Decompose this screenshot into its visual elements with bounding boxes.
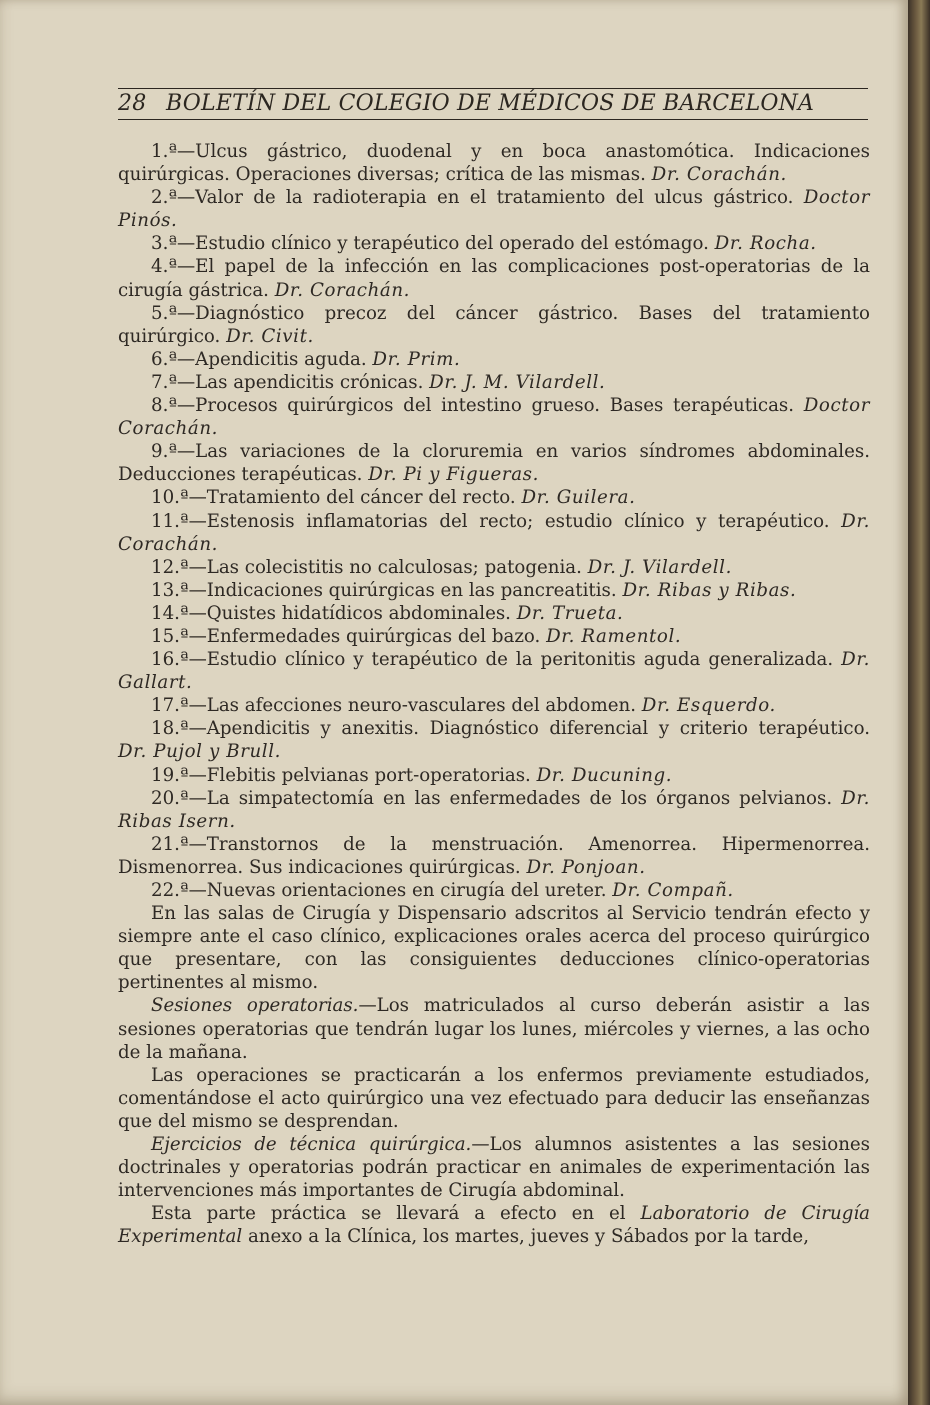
item-text: 12.ª—Las colecistitis no calculosas; patogenia. (151, 556, 588, 578)
ejercicios-text: —Los alumnos asistentes a las sesiones doctrinales y operatorias podrán practicar en animales de experimentación las intervenciones más importantes de Cirugía abdominal. (118, 1134, 871, 1202)
practica-text-b: anexo a la Clínica, los martes, jueves y Sábados por la tarde, (242, 1226, 809, 1248)
list-item (118, 232, 870, 255)
list-item (118, 694, 870, 717)
list-item (118, 879, 870, 902)
paragraph-ejercicios (118, 1133, 870, 1202)
item-text: 6.ª—Apendicitis aguda. (151, 348, 373, 370)
item-author: Dr. Ribas Isern. (118, 787, 870, 832)
item-author: Dr. Prim. (372, 348, 461, 370)
list-item (118, 764, 870, 787)
list-item (118, 255, 870, 301)
item-text: 19.ª—Flebitis pelvianas port-operatorias. (151, 764, 537, 786)
item-text: 8.ª—Procesos quirúrgicos del intestino grueso. Bases terapéuticas. (151, 395, 804, 417)
item-author: Doctor Pinós. (118, 187, 870, 232)
item-author: Dr. Guilera. (521, 487, 636, 509)
running-header (118, 88, 868, 120)
item-text: 11.ª—Estenosis inflamatorias del recto; estudio clínico y terapéutico. (151, 510, 842, 532)
body-text (118, 140, 870, 1249)
list-item (118, 186, 870, 232)
item-author: Dr. Pujol y Brull. (118, 741, 282, 763)
list-item (118, 648, 870, 694)
item-author: Dr. Compañ. (612, 880, 734, 901)
list-item (118, 787, 870, 833)
item-text: 10.ª—Tratamiento del cáncer del recto. (151, 487, 522, 509)
item-author: Dr. J. M. Vilardell. (429, 371, 606, 393)
item-author: Dr. Ducuning. (536, 764, 673, 786)
paragraph-operaciones: Las operaciones se practicarán a los enfermos previamente estudiados, comentándose el acto quirúrgico una vez efectuado para deducir las enseñanzas que del mismo se desprendan. (118, 1064, 870, 1132)
list-item (118, 625, 870, 648)
item-text: 5.ª—Diagnóstico precoz del cáncer gástrico. Bases del tratamiento quirúrgico. (118, 302, 870, 347)
list-item (118, 440, 870, 486)
item-author: Dr. Corachán. (118, 510, 870, 555)
item-author: Dr. Corachán. (274, 279, 411, 301)
item-text: 1.ª—Ulcus gástrico, duodenal y en boca anastomótica. Indicaciones quirúrgicas. Operaciones diversas; crítica de las mismas. (118, 141, 870, 186)
item-author: Dr. J. Vilardell. (587, 556, 732, 578)
item-text: 3.ª—Estudio clínico y terapéutico del operado del estómago. (151, 233, 715, 255)
paragraph-practica (118, 1202, 870, 1248)
item-text: 20.ª—La simpatectomía en las enfermedades de los órganos pelvianos. (151, 787, 842, 809)
page-number: 28 (118, 91, 147, 116)
laboratorio-name: Laboratorio de Cirugía Experimental (118, 1203, 870, 1248)
paragraph-sesiones (118, 994, 870, 1063)
practica-text-a: Esta parte práctica se llevará a efecto en el (151, 1203, 641, 1225)
sesiones-text: —Los matriculados al curso deberán asistir a las sesiones operatorias que tendrán lugar los lunes, miércoles y viernes, a las ocho de la mañana. (118, 995, 870, 1063)
item-text: 18.ª—Apendicitis y anexitis. Diagnóstico diferencial y criterio terapéutico. (151, 718, 870, 740)
item-author: Dr. Civit. (226, 325, 314, 347)
list-item (118, 348, 870, 371)
item-author: Dr. Trueta. (516, 602, 624, 624)
item-text: 9.ª—Las variaciones de la cloruremia en varios síndromes abdominales. Deducciones terapéuticas. (118, 441, 870, 486)
list-item (118, 140, 870, 186)
item-text: 4.ª—El papel de la infección en las complicaciones post-operatorias de la cirugía gástrica. (118, 256, 870, 301)
item-author: Doctor Corachán. (118, 395, 870, 440)
lecture-list (118, 140, 870, 902)
list-item (118, 302, 870, 348)
list-item (118, 556, 870, 579)
journal-title: BOLETÍN DEL COLEGIO DE MÉDICOS DE BARCELONA (166, 91, 815, 116)
paragraph-servicio: En las salas de Cirugía y Dispensario adscritos al Servicio tendrán efecto y siempre ante el caso clínico, explicaciones orales acerca del proceso quirúrgico que presentare, con las consiguientes deducciones clínico-operatorias pertinentes al mismo. (118, 903, 870, 994)
list-item (118, 579, 870, 602)
item-author: Dr. Gallart. (118, 649, 870, 694)
item-text: 14.ª—Quistes hidatídicos abdominales. (151, 602, 517, 624)
item-author: Dr. Ramentol. (546, 625, 682, 647)
page-edge (908, 0, 930, 1405)
list-item (118, 602, 870, 625)
item-author: Dr. Ribas y Ribas. (622, 579, 797, 601)
list-item (118, 510, 870, 556)
item-author: Dr. Esquerdo. (641, 695, 776, 717)
item-text: 21.ª—Transtornos de la menstruación. Amenorrea. Hipermenorrea. Dismenorrea. Sus indicaciones quirúrgicas. (118, 833, 870, 878)
item-text: 7.ª—Las apendicitis crónicas. (151, 371, 430, 393)
list-item (118, 486, 870, 509)
item-text: 2.ª—Valor de la radioterapia en el tratamiento del ulcus gástrico. (151, 187, 804, 209)
sesiones-heading: Sesiones operatorias. (151, 995, 359, 1017)
item-author: Dr. Pi y Figueras. (368, 464, 539, 486)
ejercicios-heading: Ejercicios de técnica quirúrgica. (151, 1134, 472, 1156)
list-item (118, 371, 870, 394)
list-item (118, 717, 870, 763)
item-text: 17.ª—Las afecciones neuro-vasculares del abdomen. (151, 695, 642, 717)
item-author: Dr. Ponjoan. (526, 856, 646, 878)
item-author: Dr. Corachán. (651, 164, 787, 186)
item-text: 13.ª—Indicaciones quirúrgicas en las pancreatitis. (151, 579, 623, 601)
list-item (118, 394, 870, 440)
item-text: 16.ª—Estudio clínico y terapéutico de la peritonitis aguda generalizada. (151, 649, 842, 671)
item-author: Dr. Rocha. (714, 233, 817, 255)
item-text: 22.ª—Nuevas orientaciones en cirugía del ureter. (151, 880, 613, 901)
item-text: 15.ª—Enfermedades quirúrgicas del bazo. (151, 625, 547, 647)
list-item (118, 833, 870, 879)
